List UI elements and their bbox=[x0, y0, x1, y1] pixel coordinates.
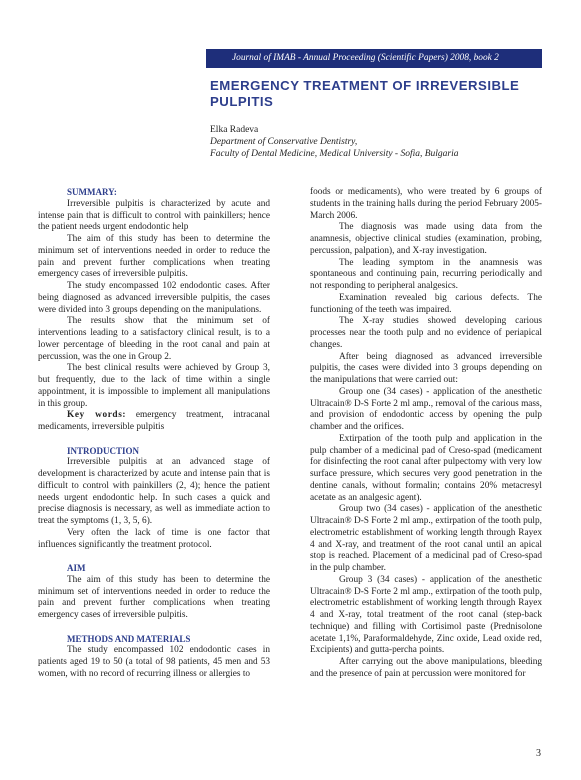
methods-paragraph: After carrying out the above manipulations, bleeding and the presence of pain at percussion were monitored for bbox=[310, 657, 542, 679]
methods-paragraph: Group 3 (34 cases) - application of the anesthetic Ultracain® D-S Forte 2 ml amp., extirpation of the tooth pulp, electrometric establishment of working length through Rayex 4 and X-ray, total treatment of the root canal (step-back technique) and filling with Cortisimol paste (Prednisolone acetate 1,1%, Paraformaldehyde, Zinc oxide, Lead oxide red, Excipients) and gutta-percha points. bbox=[310, 574, 542, 656]
summary-paragraph: Irreversible pulpitis is characterized by acute and intense pain that is difficult to control with painkillers; hence the patient needs urgent endodontic help bbox=[38, 198, 270, 233]
introduction-paragraph: Very often the lack of time is one factor that influences significantly the treatment protocol. bbox=[38, 527, 270, 550]
summary-paragraph: The aim of this study has been to determine the minimum set of interventions needed in order to reduce the pain and prevent further complications when treating emergency cases of irreversible pulpitis. bbox=[38, 234, 270, 280]
journal-name: Journal of IMAB - Annual Proceeding (Scientific Papers) 2008, book 2 bbox=[232, 53, 499, 63]
methods-paragraph: Extirpation of the tooth pulp and application in the pulp chamber of a medicinal pad of Creso-spad (medicament for disinfecting the root canal after pulpectomy with very low surface pressure, which secures very good penetration in the dentine canals, without formalin; contains 20% metacresyl acetate as an analgesic agent). bbox=[310, 433, 542, 503]
introduction-heading: INTRODUCTION bbox=[67, 445, 140, 456]
keywords-text: emergency treatment, intracanal medicaments, irreversible pulpitis bbox=[38, 410, 270, 432]
keywords bbox=[38, 410, 270, 434]
methods-paragraph-continued: foods or medicaments), who were treated by 6 groups of students in the training halls during the period February 2005-March 2006. bbox=[310, 187, 542, 221]
aim-paragraph: The aim of this study has been to determine the minimum set of interventions needed in order to reduce the pain and prevent further complications when treating emergency cases of irreversible pulpitis. bbox=[38, 574, 270, 620]
left-column bbox=[38, 187, 270, 681]
summary-heading: SUMMARY: bbox=[67, 187, 117, 197]
keywords-label: Key words: bbox=[67, 410, 127, 421]
page-number: 3 bbox=[536, 748, 541, 759]
author-name: Elka Radeva bbox=[210, 125, 259, 135]
journal-banner bbox=[206, 49, 542, 68]
methods-paragraph: The leading symptom in the anamnesis was spontaneous and continuing pain, recurring periodically and not responding to peripheral analgesics. bbox=[310, 257, 542, 291]
summary-paragraph: The best clinical results were achieved by Group 3, but frequently, due to the lack of time within a single appointment, it is impossible to implement all manipulations in this group. bbox=[38, 363, 270, 409]
introduction-paragraph: Irreversible pulpitis at an advanced stage of development is characterized by acute and intense pain that is difficult to control with painkillers (2, 4); hence the patient needs urgent endodontic help. In such cases a quick and precise diagnosis is necessary, as well as immediate action to treat the symptoms (1, 3, 5, 6). bbox=[38, 457, 270, 526]
methods-paragraph: The diagnosis was made using data from the anamnesis, objective clinical studies (examination, probing, percussion, palpation), and X-ray investigation. bbox=[310, 222, 542, 256]
affiliation-faculty: Faculty of Dental Medicine, Medical University - Sofia, Bulgaria bbox=[210, 149, 459, 159]
author-affiliation bbox=[210, 136, 459, 160]
article-title bbox=[210, 78, 550, 109]
methods-heading: METHODS AND MATERIALS bbox=[67, 633, 191, 644]
methods-paragraph: The X-ray studies showed developing carious processes near the tooth pulp and no evidence of periapical changes. bbox=[310, 316, 542, 350]
methods-paragraph: Examination revealed big carious defects. The functioning of the teeth was impaired. bbox=[310, 292, 542, 315]
article-title-line-1: EMERGENCY TREATMENT OF IRREVERSIBLE bbox=[210, 78, 520, 93]
right-column bbox=[310, 187, 542, 681]
article-title-line-2: PULPITIS bbox=[210, 93, 274, 109]
methods-paragraph: After being diagnosed as advanced irreversible pulpitis, the cases were divided into 3 groups depending on the manipulations that were carried out: bbox=[310, 351, 542, 385]
summary-paragraph: The results show that the minimum set of interventions leading to a satisfactory clinical result, is to a lower percentage of bleeding in the root canal and pain at percussion, was the one in Group 2. bbox=[38, 316, 270, 362]
methods-paragraph: The study encompassed 102 endodontic cases in patients aged 19 to 50 (a total of 98 patients, 45 men and 53 women, with no record of recurring illness or allergies to bbox=[38, 645, 270, 679]
summary-paragraph: The study encompassed 102 endodontic cases. After being diagnosed as advanced irreversible pulpitis, the cases were divided into 3 groups depending on the manipulations. bbox=[38, 281, 270, 315]
methods-paragraph: Group two (34 cases) - application of the anesthetic Ultracain® D-S Forte 2 ml amp., extirpation of the tooth pulp, electrometric establishment of working length through Rayex 4 and X-ray, and treatment of the root canal until an apical stop is reached. Placement of a medicinal pad of Creso-spad in the pulp chamber. bbox=[310, 504, 542, 573]
affiliation-department: Department of Conservative Dentistry, bbox=[210, 137, 358, 147]
aim-heading: AIM bbox=[67, 563, 86, 573]
methods-paragraph: Group one (34 cases) - application of the anesthetic Ultracain® D-S Forte 2 ml amp., removal of the carious mass, and provision of endodontic access by opening the pulp chamber and the orifices. bbox=[310, 386, 542, 432]
